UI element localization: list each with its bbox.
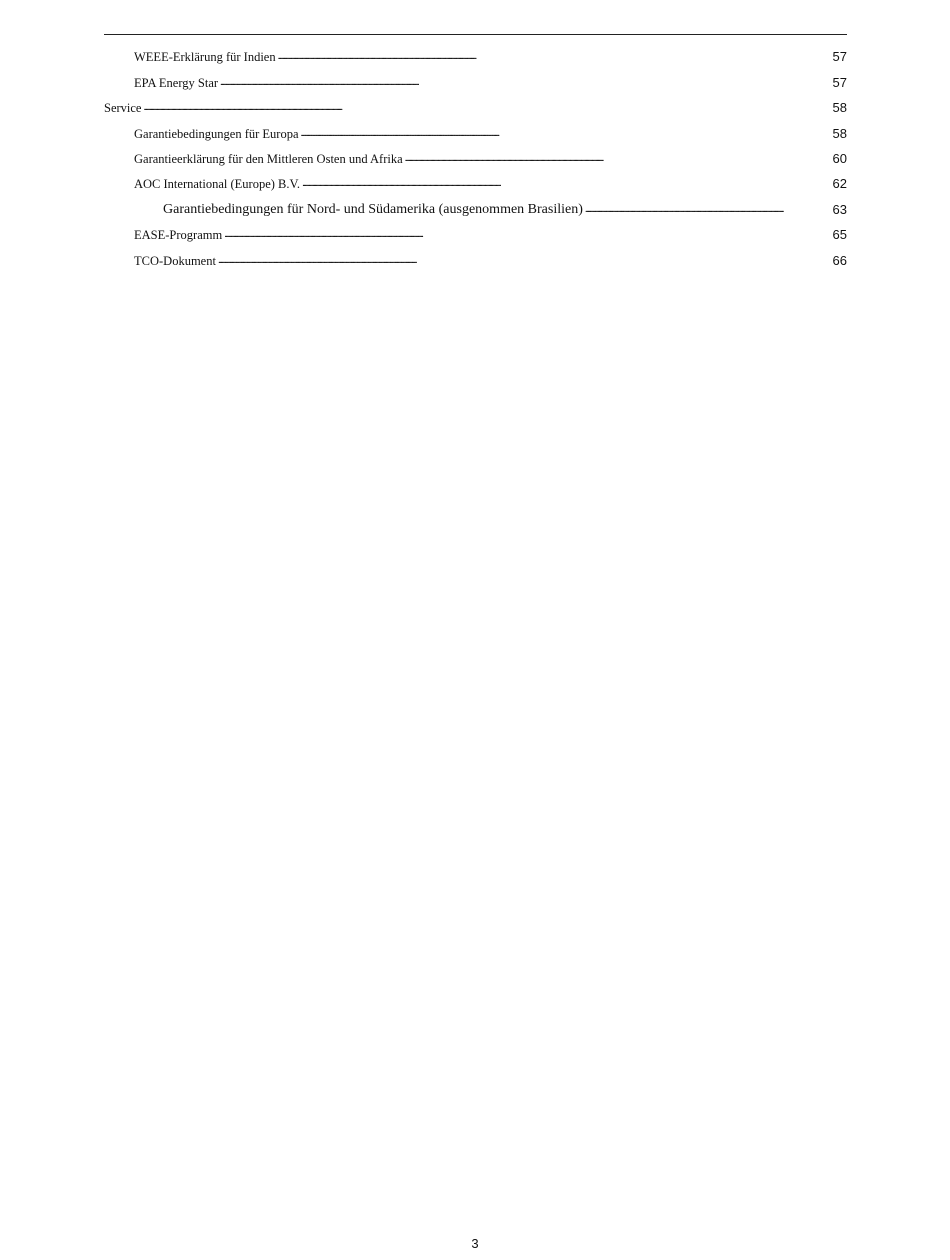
toc-entry-title: Garantiebedingungen für Nord- und Südamerika (ausgenommen Brasilien) <box>163 201 583 217</box>
toc-entry-weee-indien[interactable] <box>104 40 847 65</box>
page-number: 3 <box>471 1236 479 1251</box>
toc-entry-title: WEEE-Erklärung für Indien <box>134 50 276 65</box>
toc-entry-page: 57 <box>832 49 847 65</box>
dot-leader <box>143 100 831 116</box>
toc-entry-page: 62 <box>832 176 847 192</box>
toc-entry-garantie-amerika[interactable] <box>104 192 847 217</box>
toc-entry-page: 65 <box>832 227 847 243</box>
toc-entry-page: 58 <box>832 100 847 116</box>
toc-entry-title: Garantiebedingungen für Europa <box>134 126 299 141</box>
toc-entry-service[interactable] <box>104 91 847 116</box>
toc-entry-page: 66 <box>832 252 847 268</box>
toc-entry-ease-programm[interactable] <box>104 218 847 243</box>
toc-entry-title: Garantieerklärung für den Mittleren Osten und Afrika <box>134 151 403 166</box>
toc-entry-title: EASE-Programm <box>134 228 223 243</box>
toc-entry-garantie-europa[interactable] <box>104 116 847 141</box>
dot-leader <box>301 126 832 142</box>
toc-entry-title: TCO-Dokument <box>134 253 216 268</box>
toc-entry-title: Service <box>104 101 142 116</box>
dot-leader <box>220 75 831 91</box>
toc-entry-garantie-mittlerer-osten-afrika[interactable] <box>104 142 847 167</box>
dot-leader <box>218 253 832 269</box>
dot-leader <box>224 227 831 243</box>
toc-entry-title: AOC International (Europe) B.V. <box>134 177 301 192</box>
toc-entry-aoc-international[interactable] <box>104 167 847 192</box>
toc-entry-page: 57 <box>832 74 847 90</box>
dot-leader <box>302 176 831 192</box>
dot-leader <box>278 49 832 65</box>
toc-entry-tco-dokument[interactable] <box>104 243 847 268</box>
header-rule <box>104 34 847 35</box>
toc-entry-page: 58 <box>832 125 847 141</box>
dot-leader <box>585 202 832 218</box>
toc-entry-page: 63 <box>832 201 847 217</box>
table-of-contents <box>104 40 847 269</box>
toc-entry-title: EPA Energy Star <box>134 75 219 90</box>
dot-leader <box>405 151 832 167</box>
toc-entry-page: 60 <box>832 150 847 166</box>
toc-entry-epa-energy-star[interactable] <box>104 65 847 90</box>
